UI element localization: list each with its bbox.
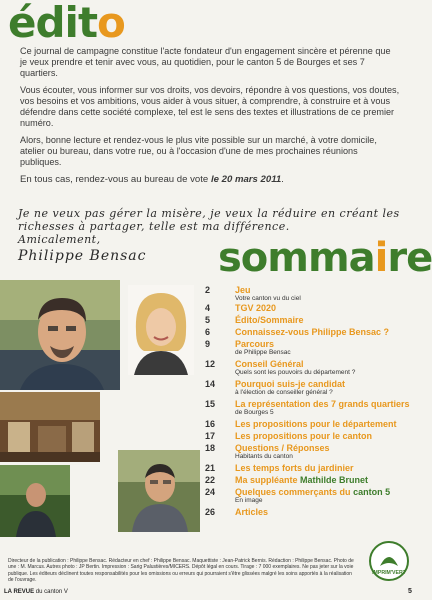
toc-title: Édito/Sommaire bbox=[235, 315, 304, 325]
toc-item[interactable] bbox=[205, 463, 417, 475]
signature: Philippe Bensac bbox=[18, 248, 147, 264]
edito-title-green: édit bbox=[8, 0, 98, 47]
toc-title: Conseil Général bbox=[235, 359, 304, 369]
publication-credits: Directeur de la publication : Philippe Bensac. Rédacteur en chef : Philippe Bensac. Maquettiste : Jean-Patrick Bernis. Rédaction : Philippe Bensac. Photo de une : M. Marcus. Autres photo : JP Bertin. Impression : Sarig Palustières/MICERS. Dépôt légal en cours. Tirage : 7 000 exemplaires. Ne pas jeter sur la voie publique. Les éditeurs déclinent toutes responsabilités pour les omissions ou erreurs qui pourraient s'être glissées malgré les soins apportés à la réalisation de l'ouvrage. bbox=[8, 558, 354, 583]
edito-title-orange: o bbox=[97, 0, 125, 47]
toc-page-number: 21 bbox=[205, 463, 216, 473]
toc-item[interactable] bbox=[205, 285, 417, 303]
toc-subtitle: de Bourges 5 bbox=[235, 409, 274, 416]
toc-item[interactable] bbox=[205, 399, 417, 419]
edito-title bbox=[8, 0, 125, 47]
outdoor-photo bbox=[0, 465, 70, 537]
handwritten-quote: Je ne veux pas gérer la misère, je veux la réduire en créant les richesses à partager, telle est ma différence. bbox=[18, 207, 400, 233]
edito-paragraph-3: Alors, bonne lecture et rendez-vous le plus vite possible sur un marché, à votre domicile, atelier ou bureau, dans votre rue, ou à l'occasion d'une de mes prochaines réunions publiques. bbox=[20, 135, 377, 167]
toc-item[interactable] bbox=[205, 339, 417, 359]
handwritten-closing: Amicalement, bbox=[18, 233, 101, 246]
toc-subtitle: de Philippe Bensac bbox=[235, 349, 291, 356]
toc-page-number: 5 bbox=[205, 315, 211, 325]
sommaire-title-part-1: somma bbox=[218, 235, 375, 281]
toc-item[interactable] bbox=[205, 475, 417, 487]
toc-subtitle: Votre canton vu du ciel bbox=[235, 295, 301, 302]
toc-page-number: 12 bbox=[205, 359, 216, 369]
toc-title: La représentation des 7 grands quartiers bbox=[235, 399, 410, 409]
toc-title: Jeu bbox=[235, 285, 251, 295]
table-of-contents bbox=[205, 285, 417, 519]
sommaire-title-part-3: re bbox=[387, 235, 432, 281]
edito-paragraph-4-end: . bbox=[281, 174, 284, 185]
page-number: 5 bbox=[408, 588, 412, 595]
toc-title: Parcours bbox=[235, 339, 275, 349]
toc-title: Pourquoi suis-je candidat bbox=[235, 379, 346, 389]
toc-subtitle: Quels sont les pouvoirs du département ? bbox=[235, 369, 356, 376]
toc-page-number: 15 bbox=[205, 399, 216, 409]
publication-name bbox=[4, 589, 68, 595]
toc-item[interactable] bbox=[205, 431, 417, 443]
toc-title: Les propositions pour le département bbox=[235, 419, 397, 429]
toc-subtitle: En image bbox=[235, 497, 263, 504]
edito-paragraph-1: Ce journal de campagne constitue l'acte fondateur d'un engagement sincère et pérenne que je veux prendre et tenir avec vous, au quotidien, pour le canton 5 de Bourges et ses 7 quartiers. bbox=[20, 46, 391, 78]
publication-name-rest: du canton V bbox=[35, 589, 68, 595]
toc-page-number: 2 bbox=[205, 285, 211, 295]
toc-title: Les propositions pour le canton bbox=[235, 431, 373, 441]
toc-title: Les temps forts du jardinier bbox=[235, 463, 354, 473]
toc-page-number: 24 bbox=[205, 487, 216, 497]
shopkeeper-photo bbox=[118, 450, 200, 532]
toc-page-number: 9 bbox=[205, 339, 211, 349]
toc-title bbox=[235, 487, 390, 497]
toc-subtitle: à l'élection de conseiller général ? bbox=[235, 389, 333, 396]
imprim-vert-logo bbox=[368, 540, 410, 582]
toc-title: Connaissez-vous Philippe Bensac ? bbox=[235, 327, 390, 337]
event-photo bbox=[0, 392, 100, 462]
toc-title-suffix: Mathilde Brunet bbox=[300, 475, 369, 485]
toc-title: Questions / Réponses bbox=[235, 443, 330, 453]
toc-title bbox=[235, 475, 368, 485]
toc-title-main: Ma suppléante bbox=[235, 475, 298, 485]
toc-page-number: 18 bbox=[205, 443, 216, 453]
logo-text: IMPRIM'VERT bbox=[372, 570, 406, 576]
edito-paragraph-2: Vous écouter, vous informer sur vos droits, vos devoirs, répondre à vos questions, vos doutes, vos besoins et vos ambitions, vous aider à vous situer, à comprendre, à construire et à vous défendre dans cette société complexe, tel est le sens des textes et illustrations de ce premier numéro. bbox=[20, 85, 400, 128]
toc-item[interactable] bbox=[205, 507, 417, 519]
edito-paragraph-4 bbox=[20, 174, 400, 185]
edito-paragraph-4-text: En tous cas, rendez-vous au bureau de vote bbox=[20, 174, 209, 185]
toc-title-main: Quelques commerçants du bbox=[235, 487, 351, 497]
toc-page-number: 22 bbox=[205, 475, 216, 485]
toc-item[interactable] bbox=[205, 327, 417, 339]
toc-title-suffix: canton 5 bbox=[353, 487, 391, 497]
toc-subtitle: Habitants du canton bbox=[235, 453, 293, 460]
toc-page-number: 6 bbox=[205, 327, 211, 337]
toc-page-number: 16 bbox=[205, 419, 216, 429]
photo-collage bbox=[0, 280, 200, 555]
toc-item[interactable] bbox=[205, 443, 417, 463]
toc-item[interactable] bbox=[205, 419, 417, 431]
toc-page-number: 4 bbox=[205, 303, 211, 313]
sommaire-title bbox=[218, 235, 432, 281]
toc-page-number: 17 bbox=[205, 431, 216, 441]
toc-page-number: 26 bbox=[205, 507, 216, 517]
toc-item[interactable] bbox=[205, 303, 417, 315]
publication-name-bold: LA REVUE bbox=[4, 589, 35, 595]
candidate-portrait-photo bbox=[0, 280, 120, 390]
toc-title: TGV 2020 bbox=[235, 303, 277, 313]
election-date: le 20 mars 2011 bbox=[210, 174, 282, 185]
edito-body bbox=[20, 46, 400, 191]
substitute-portrait-photo bbox=[128, 285, 194, 375]
toc-title: Articles bbox=[235, 507, 269, 517]
toc-page-number: 14 bbox=[205, 379, 216, 389]
toc-item[interactable] bbox=[205, 379, 417, 399]
toc-item[interactable] bbox=[205, 359, 417, 379]
sommaire-title-part-2: i bbox=[374, 235, 388, 281]
toc-item[interactable] bbox=[205, 487, 417, 507]
toc-item[interactable] bbox=[205, 315, 417, 327]
